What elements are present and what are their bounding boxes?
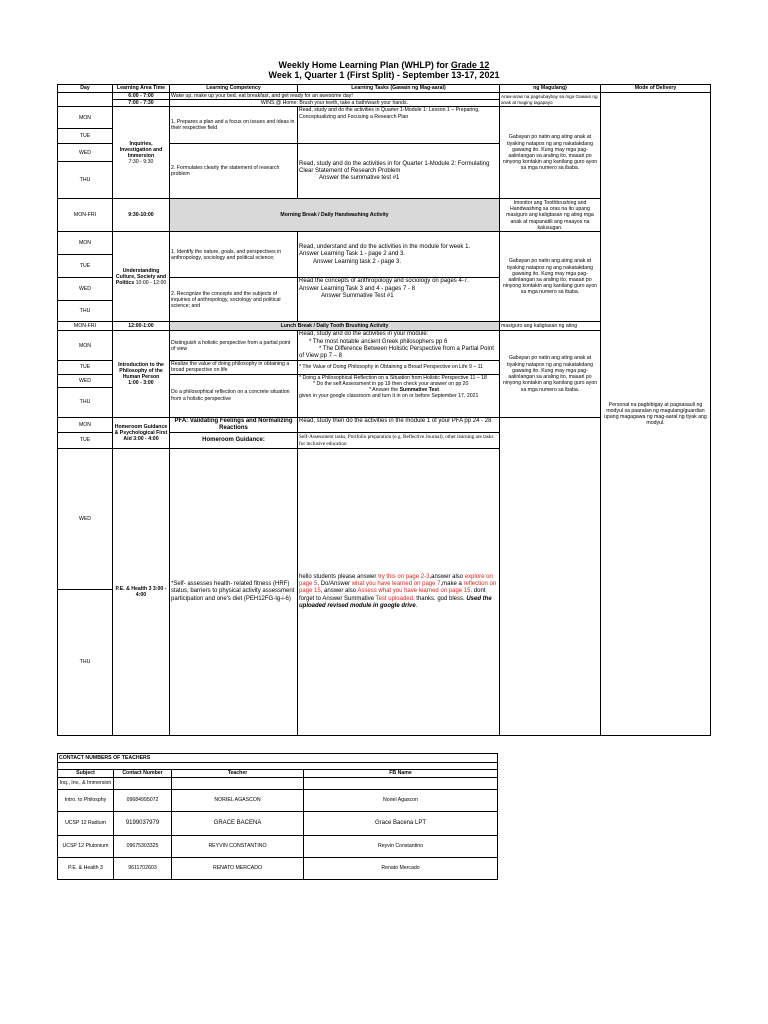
block2-area: Understanding Culture, Society and Politics 10:00 - 12:00	[113, 232, 170, 322]
col-delivery: Mode of Delivery	[601, 85, 711, 93]
whlp-table: Day Learning Area Time Learning Competency Learning Tasks (Gawain ng Mag-aaral) ng Magulang) Mode of Delivery 6:00 - 7:00 Wake up, make up your bed, eat breakfast, and get ready for an awesome day! Araw-araw na pagsubaybay sa mga Gawain ng anak at maging tagapayo Personal na pagbibigay at pagsasauli ng modyul sa paaralan ng magulang/guardian upang magagawa ng mag-aaral ng tiyak ang modyul. 7:00 - 7:30 WINS @ Home: Brush your teeth, take a bath/wash your hands. MON Inquiries, Investigation and Immersion 7:30 - 9:30 1. Prepares a plan and a focus on issues and ideas in their respective field Read, study and do the activities in Quarter 1-Module 1: Lesson 1 – Preparing, Conceptualizing and Focusing a Research Plan Gabayan po natin ang ating anak at tiyaking natapos ng ang nakatakdang gawaing ito. Kung may mga pag-aalinlangan sa araling ito, maaari po ninyong kontakin ang kanilang guro ayon sa mga numero sa ibaba. TUE WED 2. Formulates clearly the statement of research problem Read, study and do the activities in for Quarter 1-Module 2: Formulating Clear Statement of Research Problem Answer the summative test #1 THU MON-FRI 9:30-10:00 Morning Break / Daily Handwashing Activity Imonitor ang Toothbrushing and Handwashing sa oras na ito upang masiguro ang kaligtasan ng ating mga anak at mapanatili ang maayos na kalusugan. MON Understanding Culture, Society and Politics 10:00 - 12:00 1. Identify the nature, goals, and perspectives in anthropology, sociology and political science; Read, understand and do the activities in the module for week 1. Answer Learning Task 1 - page 2 and 3. Answer Learning task 2 - page 3. Gabayan po natin ang ating anak at tiyaking natapos ng ang nakatakdang gawaing ito. Kung may mga pag-aalinlangan sa araling ito, maaari po ninyong kontakin ang kanilang guro ayon sa mga numero sa ibaba. TUE WED 2. Recognize the concepts and the subjects of inquiries of anthropology, sociology and political science; and Read the concepts of anthropology and sociology on pages 4-7. Answer Learning Task 3 and 4 - pages 7 - 8 Answer Summative Test #1 THU MON-FRI 12:00-1:00 Lunch Break / Daily Tooth Brushing Activity masiguro ang kaligtasan ng ating MON Introduction to the Philosophy of the Human Person 1:00 - 3:00 Distinguish a holistic perspective from a partial point of view Read, study and do the activities in your module: * The most notable ancient Greek philosophers pp 6 * The Difference Between Holistic Perspective from a Partial Point of View pp 7 – 8 Gabayan po natin ang ating anak at tiyaking natapos ng ang nakatakdang gawaing ito. Kung may mga pag-aalinlangan sa araling ito, maaari po ninyong kontakin ang kanilang guro ayon sa mga numero sa ibaba. TUE Realize the value of doing philosophy in obtaining a broad perspective on life * The Value of Doing Philosophy in Obtaining a Broad Perspective on Life 9 – 11 WED Do a philosophical reflection on a concrete situation from a holistic perspective * Doing a Philosophical Reflection on a Situation from Holistic Perspective 11 – 18 * Do the self Assessment in pp 19 then check your answer on pp 20 * Answer the Summative Test given in your google classroom and turn it in on or before September 17, 2021 THU MON Homeroom Guidance & Psychological First Aid 3:00 - 4:00 PFA: Validating Feelings and Normalizing Reactions Read, study then do the activities in the module 1 of your PFA pp 24 - 28 TUE Homeroom Guidance: Self-Assessment tasks, Portfolio preparation (e.g. Reflective Journal), other learning are tasks for inclusive education WED P.E. & Health 3 3:00 - 4:00 *Self- assesses health- related fitness (HRF) status, barriers to physical activity assessment participation and one's diet (PEH12FG-Ig-i-6) hello students please answer try this on page 2-3,answer also explore on page 5, Do/Answer what you have learned on page 7,make a reflection on page 15, answer also Assess what you have learned on page 15. dont forget to Answer Summative Test uploaded. thanks. god bless. Used the uploaded revised module in google drive. THU	[57, 84, 711, 736]
col-parent: ng Magulang)	[500, 85, 601, 93]
morning-break-row: MON-FRI 9:30-10:00 Morning Break / Daily Handwashing Activity Imonitor ang Toothbrushing and Handwashing sa oras na ito upang masiguro ang kaligtasan ng ating mga anak at mapanatili ang maayos na kalusugan.	[58, 199, 711, 232]
block3-area: Introduction to the Philosophy of the Human Person 1:00 - 3:00	[113, 331, 170, 417]
contact-row: Inq., Inv., & Immersion	[58, 778, 498, 790]
doc-title-line1: Weekly Home Learning Plan (WHLP) for Grade 12	[278, 60, 490, 70]
block4-row-mon: MON Homeroom Guidance & Psychological First Aid 3:00 - 4:00 PFA: Validating Feelings and Normalizing Reactions Read, study then do the activities in the module 1 of your PFA pp 24 - 28	[58, 417, 711, 432]
contact-row: UCSP 12 Radium 9199037979 GRACE BACENA Grace Bacena LPT	[58, 812, 498, 836]
block1-row-mon: MON Inquiries, Investigation and Immersion 7:30 - 9:30 1. Prepares a plan and a focus on issues and ideas in their respective field Read, study and do the activities in Quarter 1-Module 1: Lesson 1 – Preparing, Conceptualizing and Focusing a Research Plan Gabayan po natin ang ating anak at tiyaking natapos ng ang nakatakdang gawaing ito. Kung may mga pag-aalinlangan sa araling ito, maaari po ninyong kontakin ang kanilang guro ayon sa mga numero sa ibaba.	[58, 107, 711, 129]
col-day: Day	[58, 85, 113, 93]
contact-row: UCSP 12 Plutonium 09675303325 REYVIN CONSTANTINO Reyvin Constantino	[58, 836, 498, 858]
contacts-header: Subject Contact Number Teacher FB Name	[58, 770, 498, 778]
col-tasks: Learning Tasks (Gawain ng Mag-aaral)	[298, 85, 500, 93]
block3-row-mon: MON Introduction to the Philosophy of the Human Person 1:00 - 3:00 Distinguish a holistic perspective from a partial point of view Read, study and do the activities in your module: * The most notable ancient Greek philosophers pp 6 * The Difference Between Holistic Perspective from a Partial Point of View pp 7 – 8 Gabayan po natin ang ating anak at tiyaking natapos ng ang nakatakdang gawaing ito. Kung may mga pag-aalinlangan sa araling ito, maaari po ninyong kontakin ang kanilang guro ayon sa mga numero sa ibaba.	[58, 331, 711, 361]
contact-row: P.E. & Health 3 9611702603 RENATO MERCADO Renato Mercado	[58, 858, 498, 880]
contact-row: Intro. to Philosphy 09684995072 NORIEL AGASCON Noriel Agascon	[58, 790, 498, 812]
col-competency: Learning Competency	[170, 85, 298, 93]
block4-area: Homeroom Guidance & Psychological First Aid 3:00 - 4:00	[113, 417, 170, 448]
contacts-title: CONTACT NUMBERS OF TEACHERS	[58, 754, 498, 763]
lunch-break-row: MON-FRI 12:00-1:00 Lunch Break / Daily Tooth Brushing Activity masiguro ang kaligtasan ng ating	[58, 322, 711, 331]
delivery-cell: Personal na pagbibigay at pagsasauli ng modyul sa paaralan ng magulang/guardian upang magagawa ng mag-aaral ng tiyak ang modyul.	[601, 93, 711, 736]
block5-row-wed: WED P.E. & Health 3 3:00 - 4:00 *Self- assesses health- related fitness (HRF) status, barriers to physical activity assessment participation and one's diet (PEH12FG-Ig-i-6) hello students please answer try this on page 2-3,answer also explore on page 5, Do/Answer what you have learned on page 7,make a reflection on page 15, answer also Assess what you have learned on page 15. dont forget to Answer Summative Test uploaded. thanks. god bless. Used the uploaded revised module in google drive.	[58, 449, 711, 590]
block1-area: Inquiries, Investigation and Immersion 7:30 - 9:30	[113, 107, 170, 199]
block5-area: P.E. & Health 3 3:00 - 4:00	[113, 449, 170, 736]
contacts-table	[57, 753, 498, 880]
header-row	[58, 85, 711, 93]
prelim-row-1: 6:00 - 7:00 Wake up, make up your bed, eat breakfast, and get ready for an awesome day! Araw-araw na pagsubaybay sa mga Gawain ng anak at maging tagapayo Personal na pagbibigay at pagsasauli ng modyul sa paaralan ng magulang/guardian upang magagawa ng mag-aaral ng tiyak ang modyul.	[58, 93, 711, 100]
col-time: Learning Area Time	[113, 85, 170, 93]
prelim-row-2: 7:00 - 7:30 WINS @ Home: Brush your teeth, take a bath/wash your hands.	[58, 100, 711, 107]
block5-tasks: hello students please answer try this on page 2-3,answer also explore on page 5, Do/Answer what you have learned on page 7,make a reflection on page 15, answer also Assess what you have learned on page 15. dont forget to Answer Summative Test uploaded. thanks. god bless. Used the uploaded revised module in google drive.	[298, 449, 500, 736]
block2-row-mon: MON Understanding Culture, Society and Politics 10:00 - 12:00 1. Identify the nature, goals, and perspectives in anthropology, sociology and political science; Read, understand and do the activities in the module for week 1. Answer Learning Task 1 - page 2 and 3. Answer Learning task 2 - page 3. Gabayan po natin ang ating anak at tiyaking natapos ng ang nakatakdang gawaing ito. Kung may mga pag-aalinlangan sa araling ito, maaari po ninyong kontakin ang kanilang guro ayon sa mga numero sa ibaba.	[58, 232, 711, 255]
grade-label: Grade 12	[450, 60, 490, 70]
doc-title-line2: Week 1, Quarter 1 (First Split) - September 13-17, 2021	[268, 70, 500, 80]
